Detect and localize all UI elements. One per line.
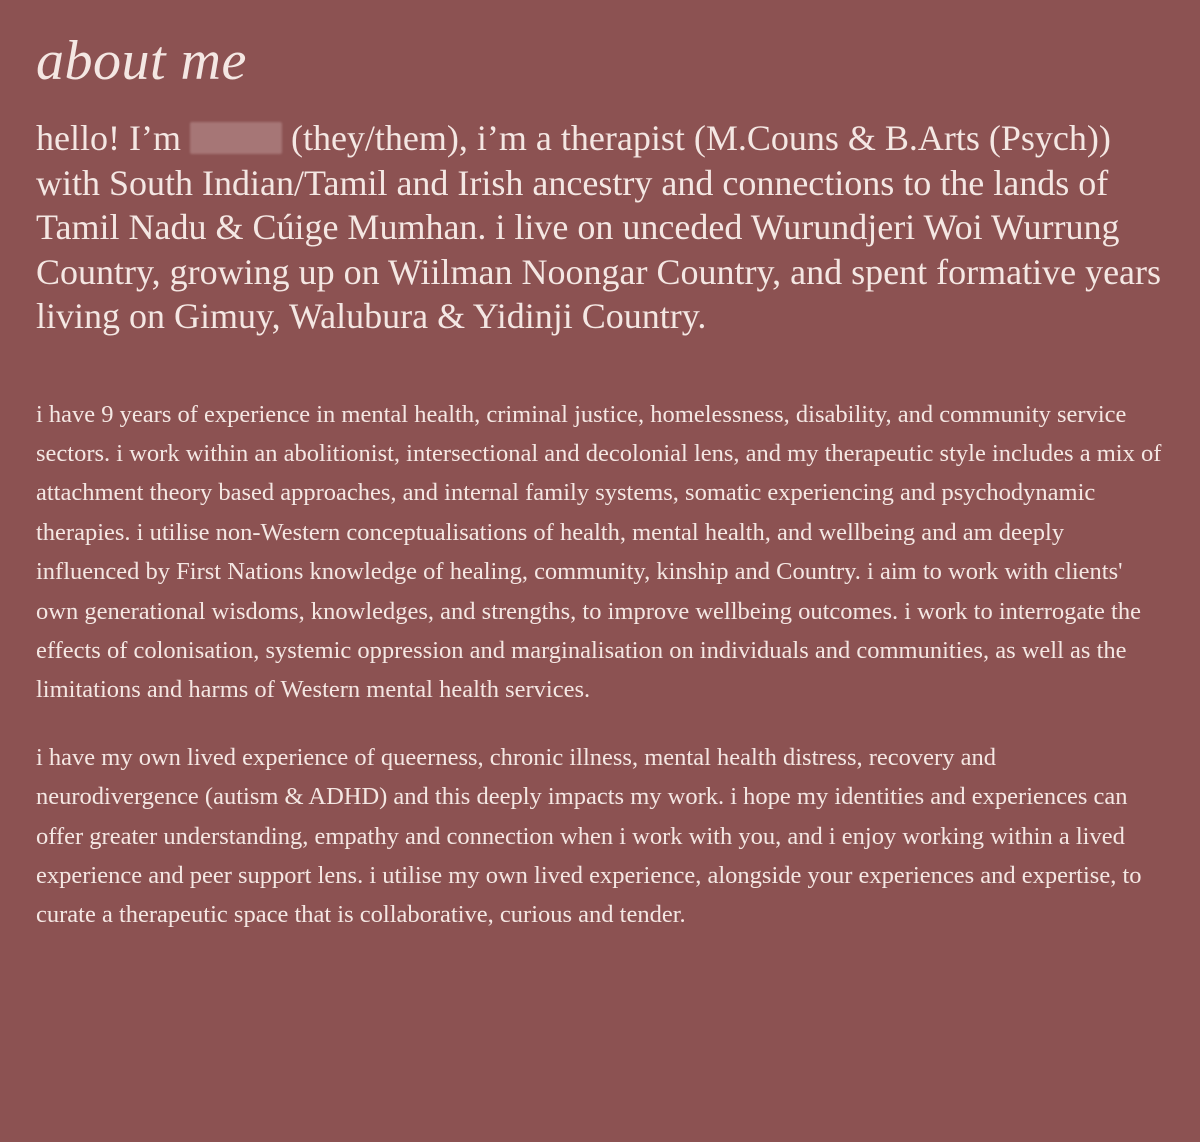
intro-paragraph: [36, 116, 1164, 339]
intro-before-name: hello! I’m: [36, 118, 190, 158]
lived-experience-paragraph: i have my own lived experience of queerness, chronic illness, mental health distress, recovery and neurodivergence (autism & ADHD) and this deeply impacts my work. i hope my identities and experiences can offer greater understanding, empathy and connection when i work with you, and i enjoy working within a lived experience and peer support lens. i utilise my own lived experience, alongside your experiences and expertise, to curate a therapeutic space that is collaborative, curious and tender.: [36, 743, 1142, 929]
intro-after-name: (they/them), i’m a therapist (M.Couns & B.Arts (Psych)) with South Indian/Tamil and Irish ancestry and connections to the lands of Tamil Nadu & Cúige Mumhan. i live on unceded Wurundjeri Woi Wurrung Country, growing up on Wiilman Noongar Country, and spent formative years living on Gimuy, Walubura & Yidinji Country.: [36, 118, 1162, 336]
experience-paragraph: i have 9 years of experience in mental health, criminal justice, homelessness, disability, and community service sectors. i work within an abolitionist, intersectional and decolonial lens, and my therapeutic style includes a mix of attachment theory based approaches, and internal family systems, somatic experiencing and psychodynamic therapies. i utilise non-Western conceptualisations of health, mental health, and wellbeing and am deeply influenced by First Nations knowledge of healing, community, kinship and Country. i aim to work with clients' own generational wisdoms, knowledges, and strengths, to improve wellbeing outcomes. i work to interrogate the effects of colonisation, systemic oppression and marginalisation on individuals and communities, as well as the limitations and harms of Western mental health services.: [36, 400, 1162, 704]
redacted-name: [190, 122, 282, 154]
page-title: about me: [36, 30, 247, 92]
